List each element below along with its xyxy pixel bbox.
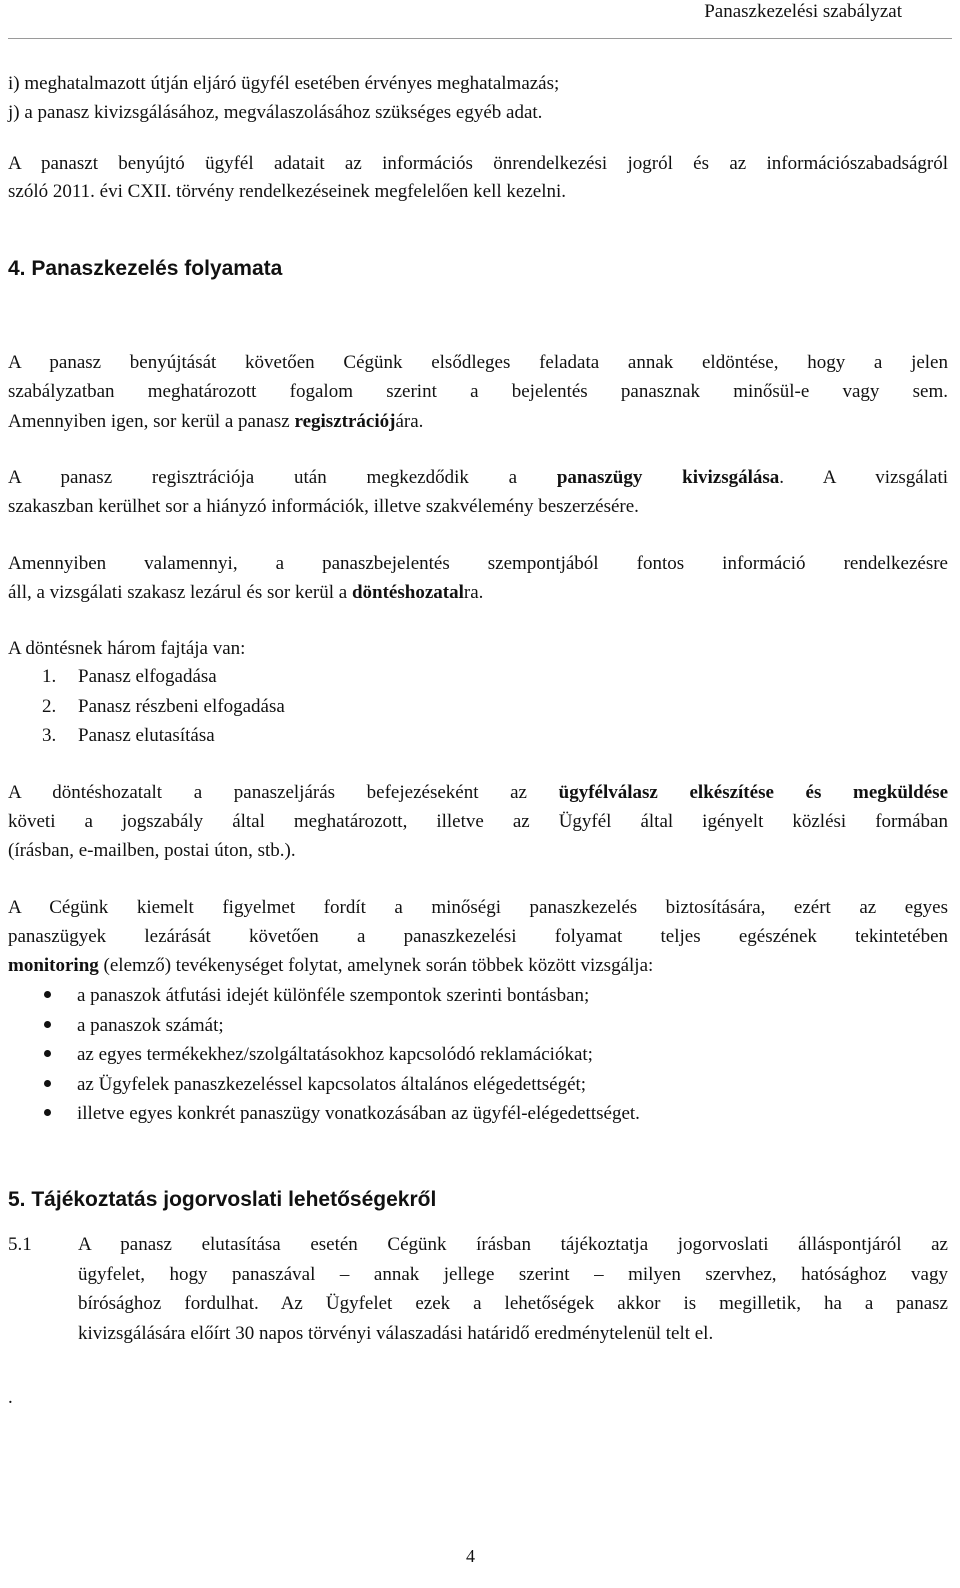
- text-run: . A vizsgálati: [779, 467, 949, 488]
- decision-item: [42, 724, 215, 748]
- bullet-text: az egyes termékekhez/szolgáltatásokhoz kapcsolódó reklamációkat;: [77, 1044, 593, 1065]
- paragraph-line: Amennyiben valamennyi, a panaszbejelentés szempontjából fontos információ rendelkezésre: [8, 553, 948, 574]
- paragraph-line: (írásban, e-mailben, postai úton, stb.).: [8, 840, 296, 861]
- bullet-text: a panaszok számát;: [77, 1015, 224, 1036]
- paragraph-line: ügyfelet, hogy panaszával – annak jellege szerint – milyen szervhez, hatósághoz vagy: [78, 1263, 948, 1285]
- bullet-item: [44, 1102, 640, 1126]
- section-heading-5: 5. Tájékoztatás jogorvoslati lehetőségekről: [8, 1188, 437, 1211]
- bullet-icon: [44, 1080, 51, 1087]
- item-number: 1.: [42, 666, 57, 687]
- section-number: 5.1: [8, 1234, 32, 1255]
- text-run: áll, a vizsgálati szakasz lezárul és sor kerül a: [8, 582, 352, 603]
- bold-term: panaszügy kivizsgálása: [556, 467, 780, 488]
- paragraph-line: követi a jogszabály által meghatározott, illetve az Ügyfél által igényelt közlési formában: [8, 811, 948, 832]
- item-number: 3.: [42, 725, 57, 746]
- item-text: Panasz elutasítása: [78, 725, 215, 746]
- text-run: ra.: [463, 582, 484, 603]
- list-item-i: i) meghatalmazott útján eljáró ügyfél esetében érvényes meghatalmazás;: [8, 73, 560, 94]
- text-run: A döntéshozatalt a panaszeljárás befejezéseként az: [8, 782, 559, 803]
- text-run: ára.: [395, 411, 424, 432]
- paragraph-line: [8, 410, 423, 434]
- bullet-item: [44, 1073, 586, 1097]
- decision-item: [42, 665, 217, 689]
- paragraph-line: [8, 466, 948, 490]
- item-text: Panasz elfogadása: [78, 666, 217, 687]
- item-text: Panasz részbeni elfogadása: [78, 696, 285, 717]
- bold-term: ügyfélválasz elkészítése és megküldése: [558, 782, 949, 803]
- text-run: Amennyiben igen, sor kerül a panasz: [8, 411, 295, 432]
- paragraph-line: [8, 581, 483, 605]
- page-number: 4: [466, 1546, 475, 1566]
- bullet-item: [44, 1043, 593, 1067]
- bullet-icon: [44, 1050, 51, 1057]
- decision-item: [42, 695, 285, 719]
- data-paragraph-line: szóló 2011. évi CXII. törvény rendelkezéseinek megfelelően kell kezelni.: [8, 181, 567, 202]
- bullet-icon: [44, 1109, 51, 1116]
- paragraph-line: szabályzatban meghatározott fogalom szerint a bejelentés panasznak minősül-e vagy sem.: [8, 381, 948, 402]
- bold-term: regisztrációj: [294, 411, 396, 432]
- bullet-text: az Ügyfelek panaszkezeléssel kapcsolatos általános elégedettségét;: [77, 1074, 587, 1095]
- item-number: 2.: [42, 696, 57, 717]
- list-item-j: j) a panasz kivizsgálásához, megválaszolásához szükséges egyéb adat.: [8, 102, 543, 123]
- paragraph-line: bírósághoz fordulhat. Az Ügyfelet ezek a lehetőségek akkor is megilletik, ha a panasz: [78, 1293, 948, 1314]
- section-5-1: [8, 1230, 948, 1350]
- bullet-text: illetve egyes konkrét panaszügy vonatkozásában az ügyfél-elégedettséget.: [77, 1103, 640, 1124]
- bullet-icon: [44, 991, 51, 998]
- bullet-icon: [44, 1021, 51, 1028]
- paragraph-line: panaszügyek lezárását követően a panaszkezelési folyamat teljes egészének tekintetében: [8, 926, 948, 947]
- paragraph-line: A Cégünk kiemelt figyelmet fordít a minőségi panaszkezelés biztosítására, ezért az egyes: [8, 897, 948, 918]
- decision-intro: A döntésnek három fajtája van:: [8, 638, 246, 659]
- paragraph-line: szakaszban kerülhet sor a hiányzó információk, illetve szakvélemény beszerzésére.: [8, 496, 639, 517]
- paragraph-line: kivizsgálására előírt 30 napos törvényi válaszadási határidő eredménytelenül telt el.: [78, 1322, 714, 1344]
- section-5-1-text: [78, 1230, 948, 1348]
- section-heading-4: 4. Panaszkezelés folyamata: [8, 257, 283, 280]
- paragraph-line: [8, 781, 948, 805]
- paragraph-line: [8, 954, 653, 978]
- bullet-text: a panaszok átfutási idejét különféle szempontok szerinti bontásban;: [77, 985, 590, 1006]
- bullet-item: [44, 1014, 224, 1038]
- header-divider: [8, 38, 952, 39]
- bold-term: monitoring: [8, 955, 99, 976]
- header-title: Panaszkezelési szabályzat: [704, 1, 902, 22]
- paragraph-line: A panasz elutasítása esetén Cégünk írásban tájékoztatja jogorvoslati álláspontjáról az: [78, 1234, 948, 1255]
- stray-dot: .: [8, 1387, 13, 1408]
- text-run: A panasz regisztrációja után megkezdődik a: [8, 467, 557, 488]
- paragraph-line: A panasz benyújtását követően Cégünk elsődleges feladata annak eldöntése, hogy a jelen: [8, 352, 948, 373]
- page-header: [0, 0, 960, 40]
- data-paragraph-line: A panaszt benyújtó ügyfél adatait az információs önrendelkezési jogról és az információszabadságról: [8, 153, 948, 174]
- bold-term: döntéshozatal: [351, 582, 464, 603]
- bullet-item: [44, 984, 589, 1008]
- text-run: (elemző) tevékenységet folytat, amelynek során többek között vizsgálja:: [98, 955, 654, 976]
